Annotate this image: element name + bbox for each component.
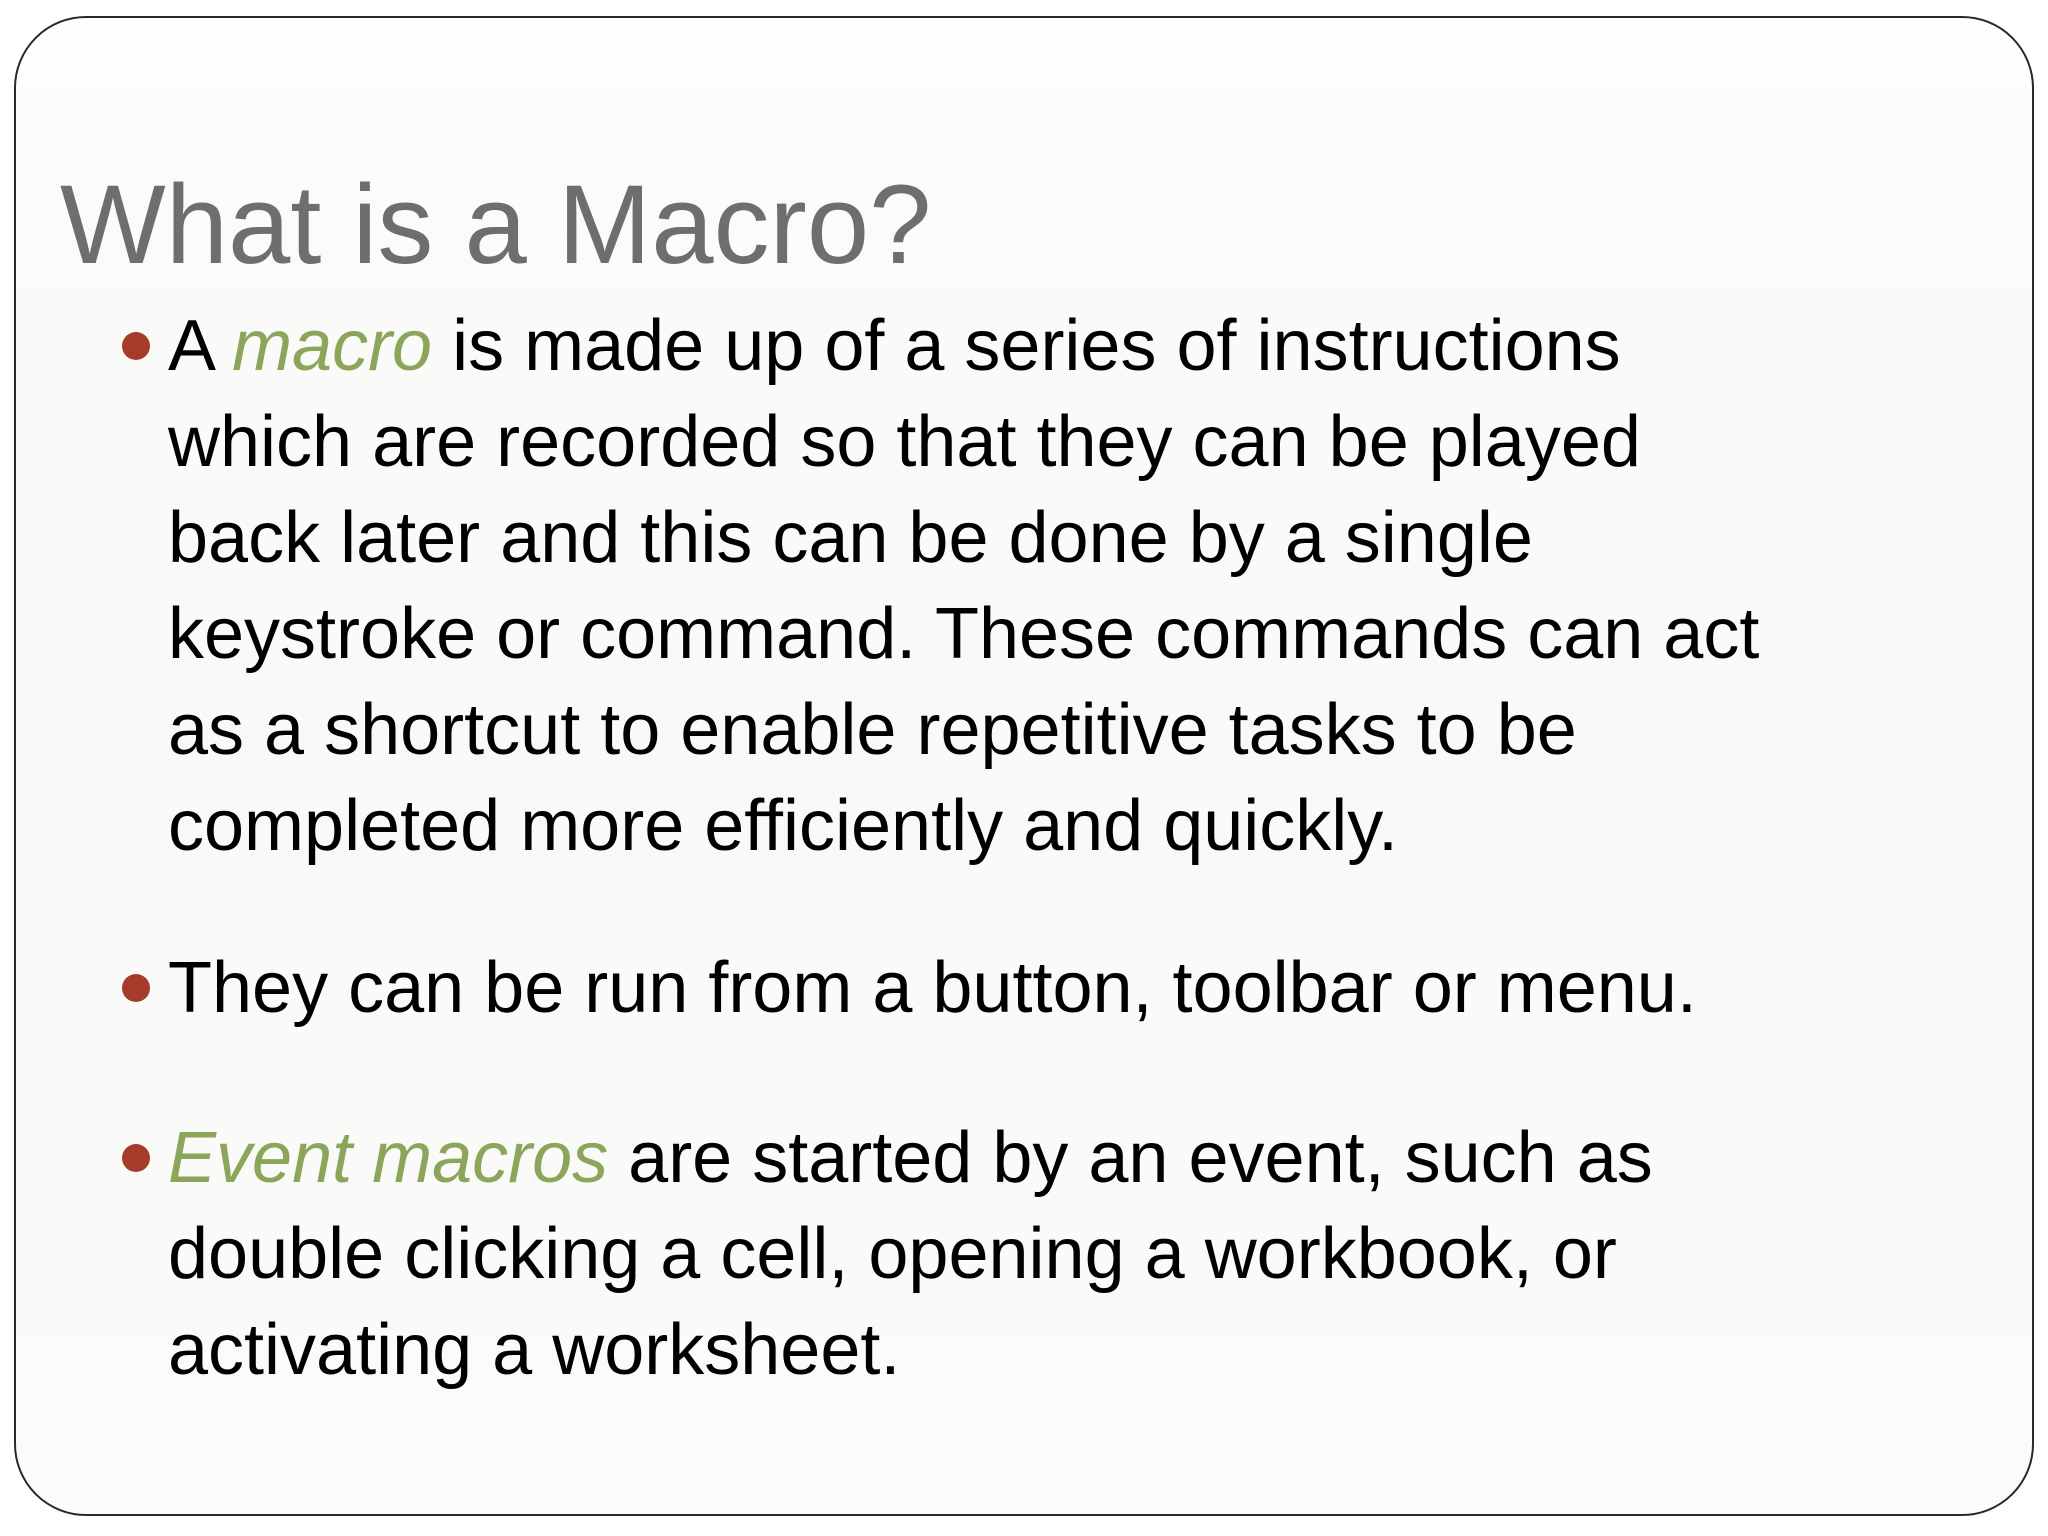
slide-title: What is a Macro? xyxy=(60,162,932,287)
bullet-text: is made up of a series of instructions xyxy=(432,306,1621,386)
bullet-text: A xyxy=(168,306,233,386)
bullet-item-event-macros xyxy=(168,1110,1998,1398)
bullet-dot-icon xyxy=(122,1144,150,1172)
bullet-text: are started by an event, such as xyxy=(608,1118,1653,1198)
bullet-line: activating a worksheet. xyxy=(168,1310,901,1390)
bullet-line: They can be run from a button, toolbar or menu. xyxy=(168,948,1697,1028)
bullet-line: back later and this can be done by a single xyxy=(168,498,1533,578)
bullet-line: keystroke or command. These commands can act xyxy=(168,594,1760,674)
bullet-dot-icon xyxy=(122,332,150,360)
bullet-line xyxy=(168,298,1998,394)
bullet-line: which are recorded so that they can be played xyxy=(168,402,1641,482)
term-event-macros: Event macros xyxy=(168,1118,609,1198)
bullet-line xyxy=(168,1110,1998,1206)
bullet-dot-icon xyxy=(122,974,150,1002)
bullet-line: double clicking a cell, opening a workbook, or xyxy=(168,1214,1617,1294)
term-macro: macro xyxy=(232,306,433,386)
bullet-item-macro-definition xyxy=(168,298,1998,874)
bullet-item-run-from xyxy=(168,940,1998,1036)
bullet-line: completed more efficiently and quickly. xyxy=(168,786,1398,866)
bullet-line: as a shortcut to enable repetitive tasks to be xyxy=(168,690,1577,770)
